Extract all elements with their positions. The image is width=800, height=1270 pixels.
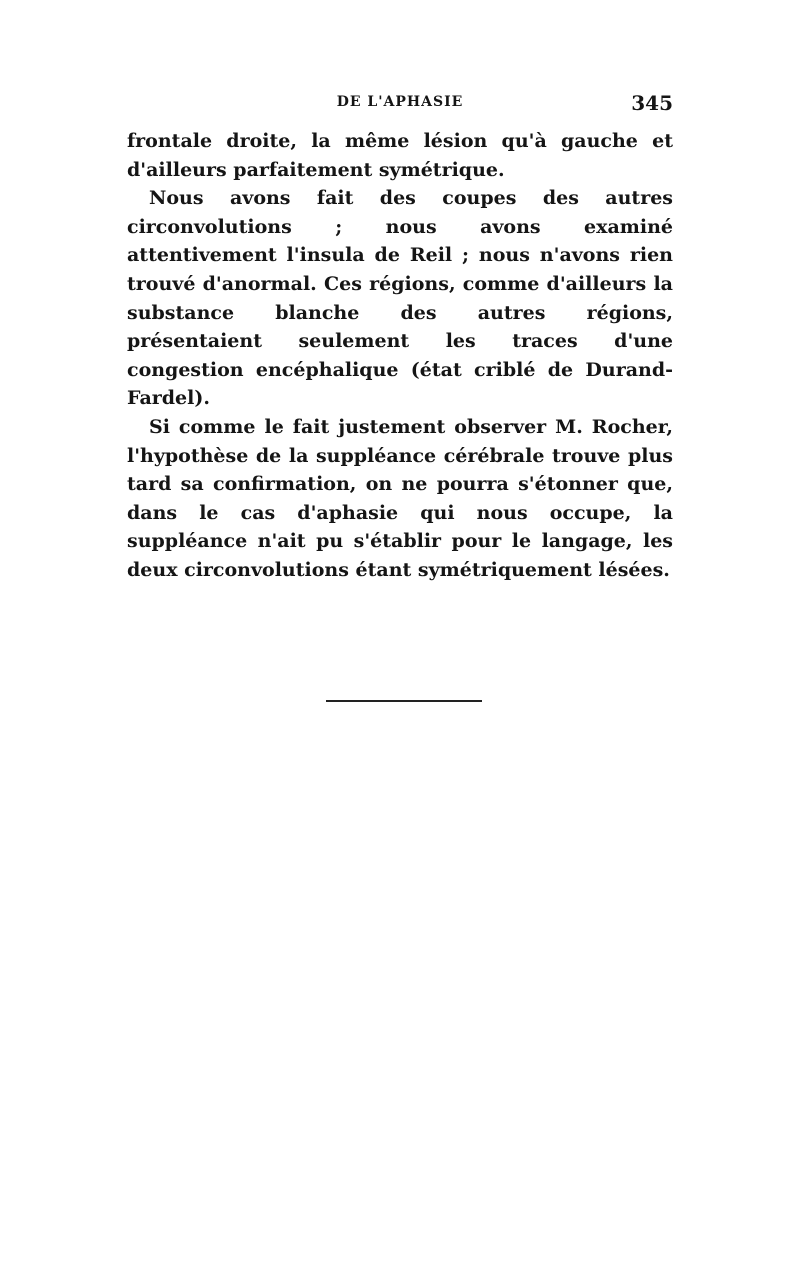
paragraph: Si comme le fait justement observer M. Rocher, l'hypothèse de la suppléance cérébrale trouve plus tard sa confirmation, on ne pourra s'étonner que, dans le cas d'aphasie qui nous occupe, la suppléance n'ait pu s'établir pour le langage, les deux circonvolutions étant symétriquement lésées.: [127, 415, 673, 581]
paragraph-continuation: frontale droite, la même lésion qu'à gauche et d'ailleurs parfaitement symétrique.: [127, 130, 673, 181]
page-number: 345: [631, 91, 673, 115]
section-end-rule: [326, 700, 482, 702]
body-text: [127, 127, 673, 585]
paragraph: Nous avons fait des coupes des autres circonvolutions ; nous avons examiné attentivement l'insula de Reil ; nous n'avons rien trouvé d'anormal. Ces régions, comme d'ailleurs la substance blanche des autres régions, présentaient seulement les traces d'une congestion encéphalique (état criblé de Durand-Fardel).: [127, 187, 673, 410]
running-title: DE L'APHASIE: [336, 94, 464, 110]
page-header: [127, 91, 673, 118]
